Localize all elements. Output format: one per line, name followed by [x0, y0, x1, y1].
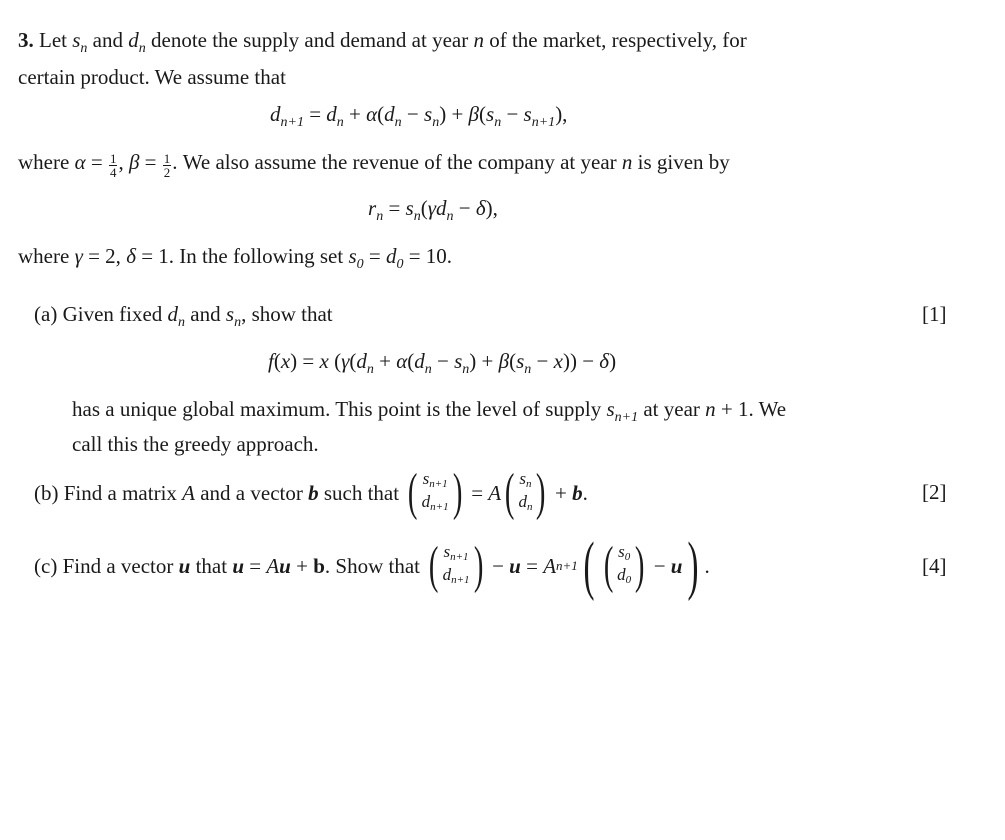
part-c-label: (c) — [34, 553, 58, 578]
alpha-beta-definition: where α = $\frac{1}{4}$ , β = $\frac{1}{2}$ . We also assume the revenue of the company at year n is given by — [18, 150, 730, 180]
part-c-marks: [4] — [922, 554, 947, 578]
problem-number: 3. — [18, 28, 34, 52]
gamma-delta-definition: where γ = 2, δ = 1. In the following set $s_0 = d_0 = 10$. — [18, 244, 453, 272]
problem-intro: 3. Let $s_n$ and $d_n$ denote the supply and demand at year n of the market, respectively, for certain product. We assume that — [18, 28, 747, 89]
part-b-rhs-vector: ( sn dn ) — [505, 464, 546, 521]
part-c-initial-vector: ( s0 d0 ) — [603, 537, 645, 594]
part-b-lhs-vector: ( sn+1 dn+1 ) — [408, 464, 463, 521]
part-b-label: (b) — [34, 480, 59, 505]
part-c-lhs-vector: ( sn+1 dn+1 ) — [429, 537, 483, 594]
part-b-prompt: (b) Find a matrix A and a vector b such that ( sn+1 dn+1 ) = A ( sn dn ) + b . — [34, 464, 588, 521]
part-a-prompt: (a) Given fixed $d_n$ and $s_n$, show that — [34, 302, 333, 330]
part-b-marks: [2] — [922, 480, 947, 504]
equation-demand-recurrence: $d_{n+1} = d_n + \alpha(d_n - s_n) + \beta(s_n - s_{n+1})$, — [270, 102, 568, 130]
part-a-label: (a) — [34, 302, 58, 326]
part-a-marks: [1] — [922, 302, 947, 326]
part-a-followup: has a unique global maximum. This point is the level of supply $s_{n+1}$ at year n + 1. We call this the greedy approach. — [72, 397, 787, 456]
part-c-prompt: (c) Find a vector u that u = A u + b . Show that ( sn+1 dn+1 ) − u = A n+1 ( ( s0 d0 ) − u ) . — [34, 529, 710, 602]
part-a-equation: f(x) = x $(\gamma(d_n + \alpha(d_n - s_n) + \beta(s_n - x)) - \delta)$ — [268, 349, 617, 377]
equation-revenue: $r_n = s_n(\gamma d_n - \delta)$, — [368, 196, 498, 224]
